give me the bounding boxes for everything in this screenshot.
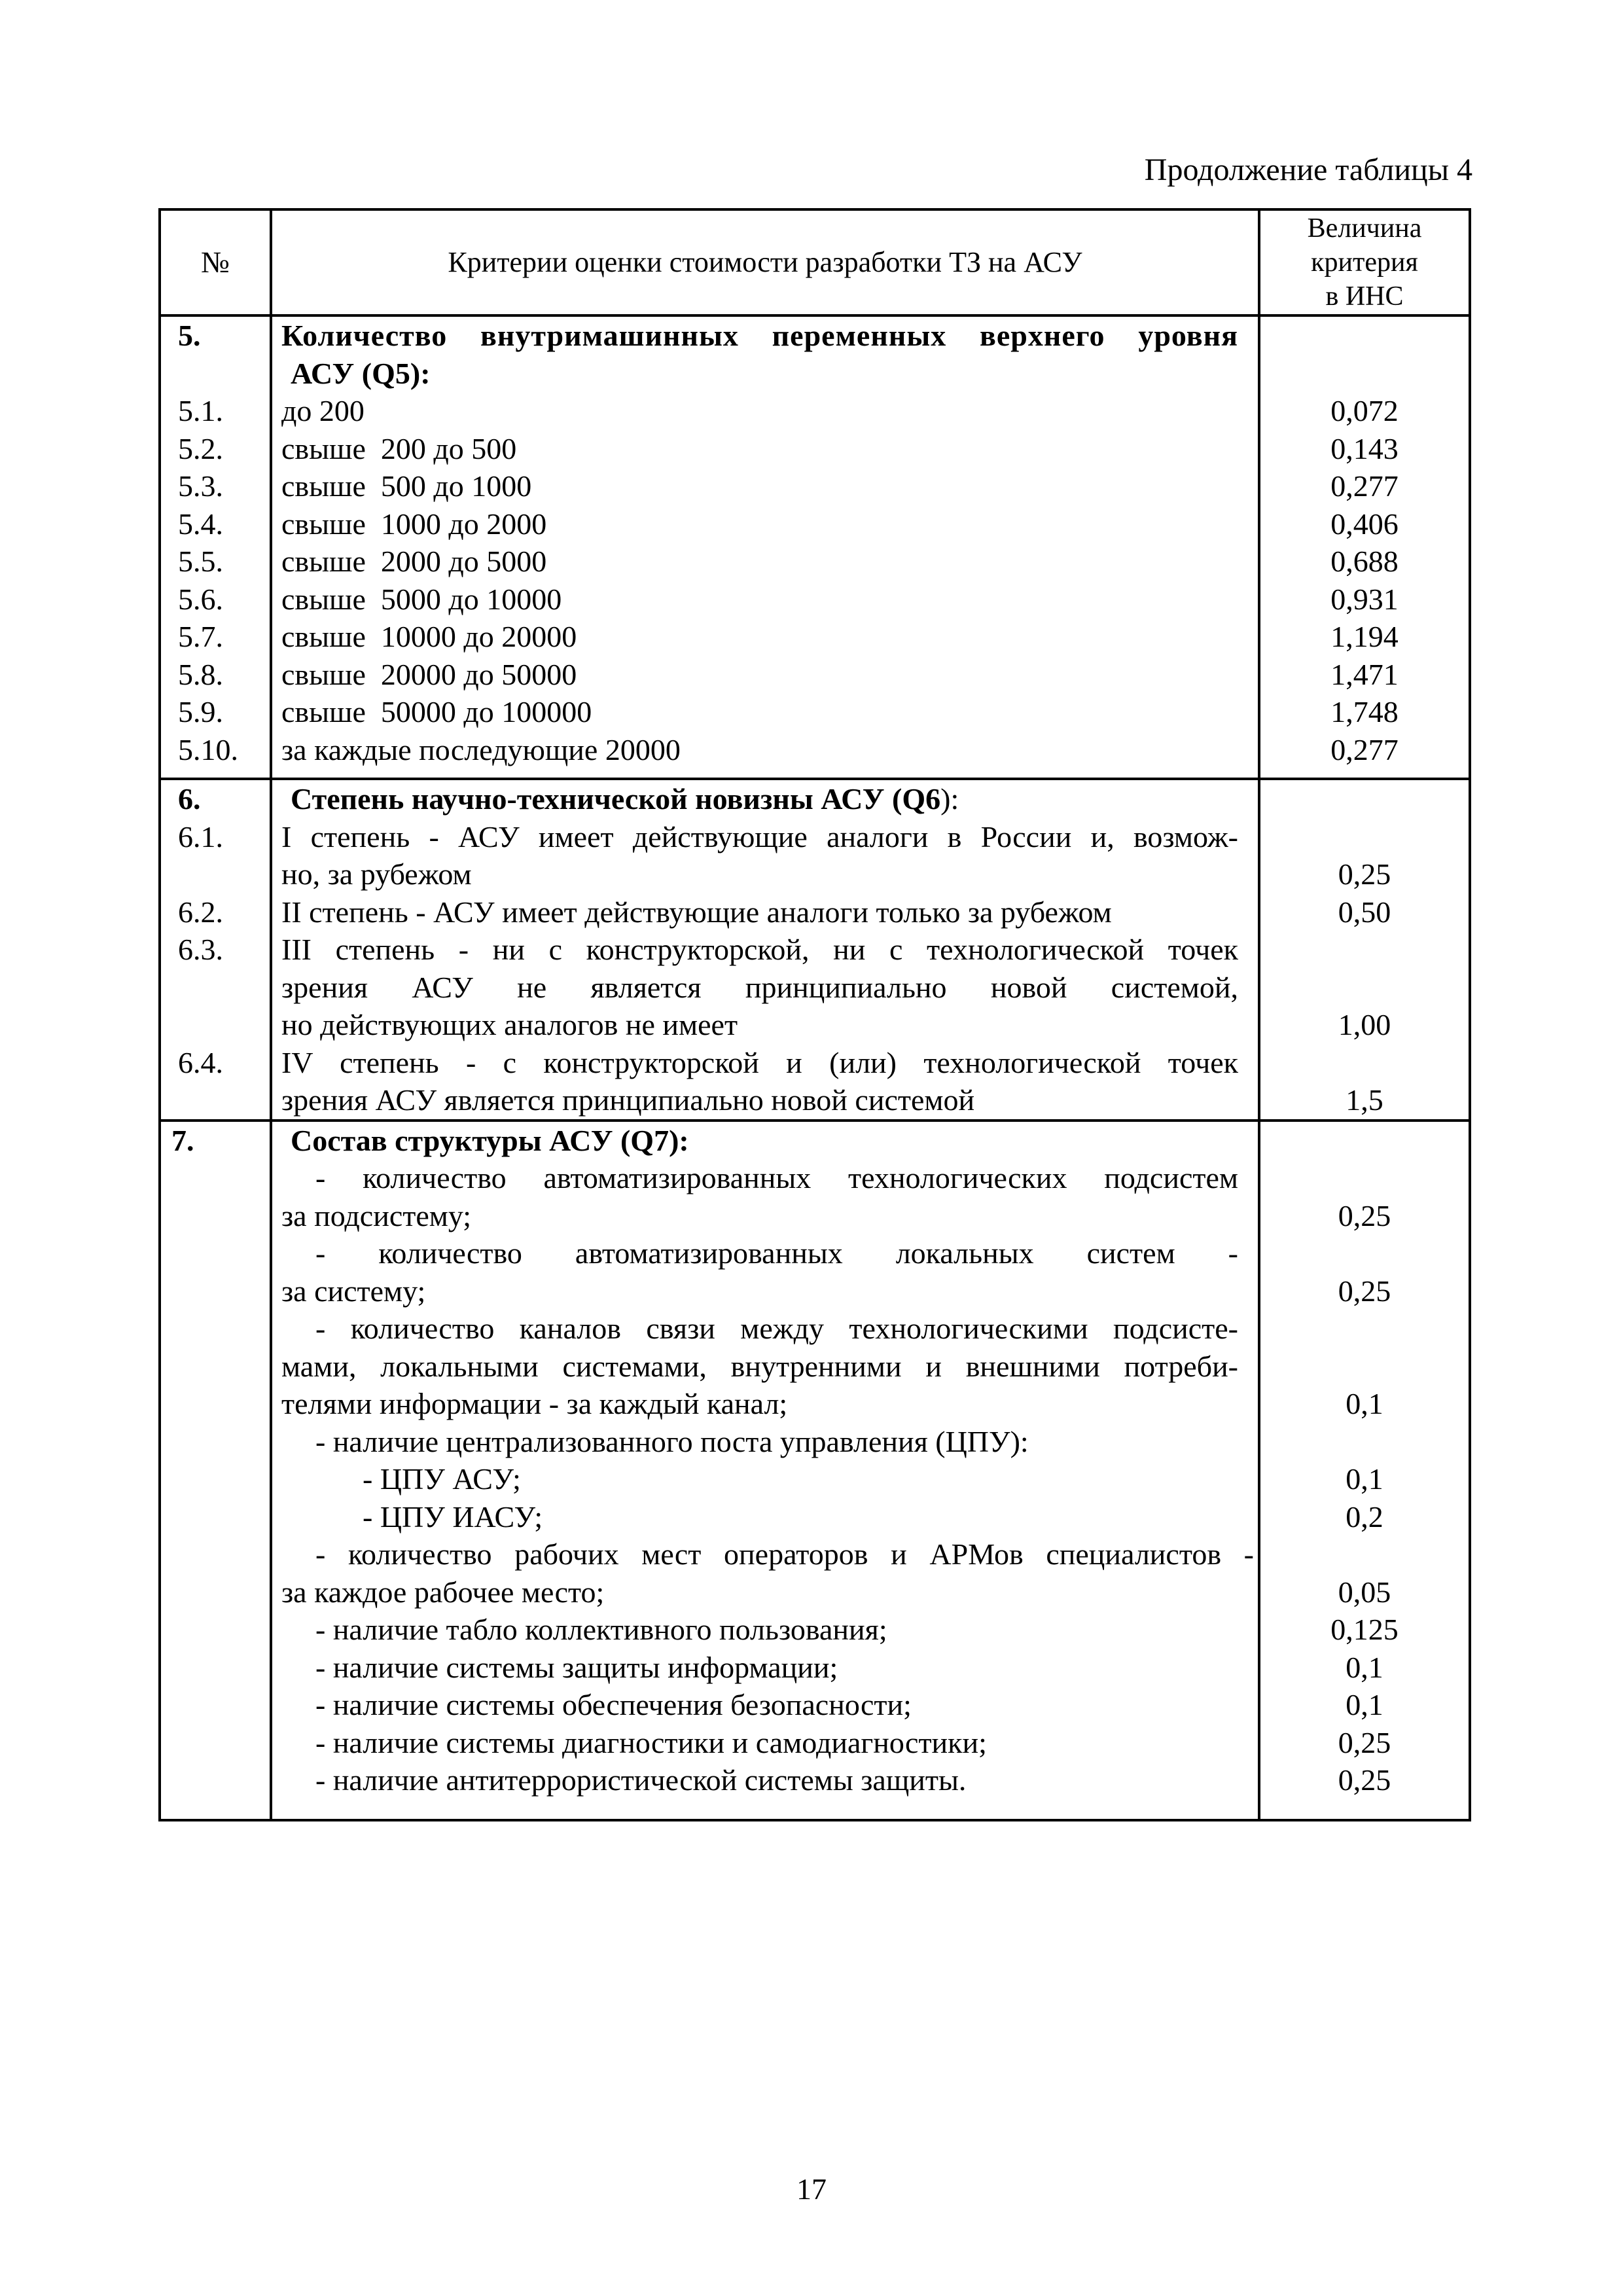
row-text: свыше 50000 до 100000 — [281, 695, 592, 728]
section-6-title-code: Q6 — [902, 782, 941, 816]
row-num: 5.3. — [178, 469, 223, 503]
section-6-title — [281, 780, 1238, 818]
item-text: - наличие системы защиты информации; — [315, 1650, 838, 1684]
row-text: III степень - ни с конструкторской, ни с технологической точек — [281, 933, 1238, 966]
row-text: свыше 200 до 500 — [281, 431, 517, 465]
header-number: № — [160, 209, 271, 315]
header-value — [1259, 209, 1470, 315]
section-6-title-end: ): — [940, 782, 959, 816]
row-value: 0,277 — [1330, 732, 1399, 766]
row-num: 5.2. — [178, 431, 223, 465]
row-text: до 200 — [281, 394, 365, 427]
row-value: 0,143 — [1330, 431, 1399, 465]
row-text: зрения АСУ является принципиально новой системой — [281, 1083, 975, 1117]
row-num: 6.4. — [178, 1045, 223, 1079]
header-value-line-1: Величина — [1307, 213, 1422, 243]
row-text: II степень - АСУ имеет действующие аналоги только за рубежом — [281, 895, 1112, 929]
section-5-criteria — [271, 315, 1259, 779]
item-text: - наличие системы обеспечения безопасности; — [315, 1688, 912, 1721]
row-text: зрения АСУ не является принципиально новой системой, — [281, 970, 1238, 1004]
row-num: 5.1. — [178, 394, 223, 427]
row-text: свыше 10000 до 20000 — [281, 620, 577, 653]
row-num: 5.10. — [178, 732, 238, 766]
item-value: 0,25 — [1338, 1763, 1391, 1797]
section-6-title-text: Степень научно-технической новизны АСУ ( — [291, 782, 902, 816]
item-text: - количество рабочих мест операторов и АРМов специалистов - — [315, 1537, 1254, 1571]
table-header-row — [160, 209, 1470, 315]
row-value: 1,194 — [1330, 620, 1399, 653]
row-value: 0,277 — [1330, 469, 1399, 503]
row-value: 1,471 — [1330, 657, 1399, 691]
section-7-row — [160, 1121, 1470, 1820]
row-text: IV степень - с конструкторской и (или) технологической точек — [281, 1045, 1238, 1079]
section-7-num: 7. — [171, 1123, 194, 1157]
row-num: 5.6. — [178, 582, 223, 616]
item-text: - количество каналов связи между технологическими подсисте- — [315, 1312, 1238, 1345]
row-text: за каждые последующие 20000 — [281, 732, 681, 766]
row-value: 0,406 — [1330, 507, 1399, 541]
row-num: 5.4. — [178, 507, 223, 541]
row-text: свыше 20000 до 50000 — [281, 657, 577, 691]
item-text: - наличие антитеррористической системы защиты. — [315, 1763, 967, 1797]
row-text: свыше 5000 до 10000 — [281, 582, 562, 616]
section-6-criteria — [271, 779, 1259, 1121]
section-7-criteria — [271, 1121, 1259, 1820]
row-text: свыше 500 до 1000 — [281, 469, 532, 503]
row-num: 5.5. — [178, 545, 223, 578]
item-value: 0,1 — [1346, 1688, 1383, 1721]
section-6-row — [160, 779, 1470, 1121]
item-value: 0,25 — [1338, 1725, 1391, 1759]
row-num: 6.2. — [178, 895, 223, 929]
item-text: - наличие табло коллективного пользования; — [315, 1613, 887, 1646]
item-value: 0,125 — [1330, 1613, 1399, 1646]
row-num: 5.7. — [178, 620, 223, 653]
row-text: но, за рубежом — [281, 857, 472, 891]
row-value: 1,00 — [1338, 1008, 1391, 1041]
row-value: 1,5 — [1346, 1083, 1383, 1117]
item-text: - ЦПУ АСУ; — [363, 1462, 521, 1496]
row-value: 0,931 — [1330, 582, 1399, 616]
item-value: 0,1 — [1346, 1387, 1383, 1420]
item-text: - наличие системы диагностики и самодиагностики; — [315, 1725, 987, 1759]
page-number: 17 — [796, 2172, 827, 2206]
section-5-title-line-2: АСУ (Q5): — [291, 356, 431, 390]
header-criteria: Критерии оценки стоимости разработки ТЗ на АСУ — [271, 209, 1259, 315]
item-value: 0,2 — [1346, 1499, 1383, 1534]
section-6-num: 6. — [178, 782, 201, 816]
header-value-line-3: в ИНС — [1325, 281, 1404, 312]
header-value-line-2: критерия — [1311, 247, 1418, 278]
section-7-values — [1259, 1121, 1470, 1820]
row-value: 1,748 — [1330, 695, 1399, 728]
row-value: 0,50 — [1338, 895, 1391, 929]
section-7-title: Состав структуры АСУ (Q7): — [291, 1123, 689, 1157]
criteria-table — [158, 208, 1471, 1821]
item-text: за подсистему; — [281, 1198, 472, 1232]
row-value: 0,25 — [1338, 857, 1391, 891]
section-5-title-line-1: Количество внутримашинных переменных верхнего уровня — [281, 319, 1238, 352]
row-text: свыше 2000 до 5000 — [281, 545, 547, 578]
row-value: 0,688 — [1330, 545, 1399, 578]
section-6-values — [1259, 779, 1470, 1121]
row-num: 5.8. — [178, 657, 223, 691]
item-text: - количество автоматизированных локальных систем - — [315, 1236, 1238, 1270]
item-value: 0,1 — [1346, 1462, 1383, 1496]
item-text: мами, локальными системами, внутренними и внешними потреби- — [281, 1349, 1238, 1383]
item-text: за каждое рабочее место; — [281, 1575, 605, 1609]
row-text: но действующих аналогов не имеет — [281, 1008, 738, 1041]
item-value: 0,1 — [1346, 1650, 1383, 1684]
row-text: I степень - АСУ имеет действующие аналоги в России и, возмож- — [281, 819, 1238, 853]
item-text: телями информации - за каждый канал; — [281, 1387, 788, 1420]
section-7-numbers — [160, 1121, 271, 1820]
table-caption: Продолжение таблицы 4 — [1144, 152, 1472, 187]
row-value: 0,072 — [1330, 394, 1399, 427]
row-num: 5.9. — [178, 695, 223, 728]
section-6-numbers — [160, 779, 271, 1121]
item-text: за систему; — [281, 1274, 426, 1308]
section-5-values — [1259, 315, 1470, 779]
item-value: 0,05 — [1338, 1575, 1391, 1609]
row-num: 6.1. — [178, 819, 223, 853]
item-value: 0,25 — [1338, 1198, 1391, 1232]
row-num: 6.3. — [178, 933, 223, 966]
item-value: 0,25 — [1338, 1274, 1391, 1308]
item-text: - наличие централизованного поста управления (ЦПУ): — [315, 1424, 1029, 1458]
item-text: - количество автоматизированных технологических подсистем — [315, 1161, 1238, 1194]
section-5-row — [160, 315, 1470, 779]
row-text: свыше 1000 до 2000 — [281, 507, 547, 541]
item-text: - ЦПУ ИАСУ; — [363, 1499, 543, 1534]
section-5-num: 5. — [178, 319, 201, 352]
section-5-numbers — [160, 315, 271, 779]
